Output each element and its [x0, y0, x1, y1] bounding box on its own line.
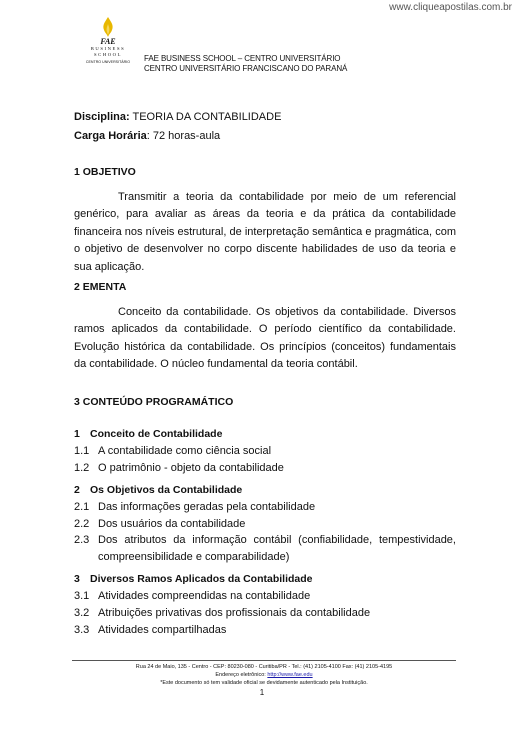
section-ementa-title: 2 EMENTA	[74, 281, 127, 293]
ementa-paragraph: Conceito da contabilidade. Os objetivos da contabilidade. Diversos ramos aplicados da contabilidade. O período científico da contabilidade. Evolução histórica da contabilidade. Os princípios (conceitos) fundamentais da contabilidade. O núcleo fundamental da teoria contábil.	[74, 306, 456, 371]
footer-address: Rua 24 de Maio, 135 - Centro - CEP: 80230-080 - Curitiba/PR - Tel.: (41) 2105-4100 Fax: (41) 2105-4195	[135, 664, 393, 670]
institution-header	[144, 54, 347, 74]
footer-email-link[interactable]: http://www.fae.edu	[267, 672, 313, 678]
logo-centro: CENTRO UNIVERSITÁRIO	[85, 60, 131, 64]
list-item: 1 Conceito de Contabilidade	[74, 428, 223, 440]
list-item: 2.3 Dos atributos da informação contábil (confiabilidade, tempestividade, compreensibilidade e comparabilidade)	[74, 534, 456, 563]
list-item: 3.1 Atividades compreendidas na contabilidade	[74, 590, 311, 602]
fae-logo	[80, 16, 136, 65]
discipline-row	[74, 108, 281, 127]
flame-icon	[96, 16, 120, 38]
logo-fae: FAE	[100, 37, 116, 46]
list-item: 1.1 A contabilidade como ciência social	[74, 445, 272, 457]
list-item: 3.2 Atribuições privativas dos profissionais da contabilidade	[74, 607, 371, 619]
institution-line-2: CENTRO UNIVERSITÁRIO FRANCISCANO DO PARANÁ	[144, 64, 348, 73]
list-item: 1.2 O patrimônio - objeto da contabilidade	[74, 462, 284, 474]
section-objetivo-title: 1 OBJETIVO	[74, 166, 136, 178]
footer-divider	[72, 660, 456, 661]
objetivo-paragraph: Transmitir a teoria da contabilidade por meio de um referencial genérico, para avaliar as áreas da teoria e da prática da contabilidade financeira nos níveis estrutural, de interpretação semântica e pragmática, com o objetivo de desenvolver no corpo discente habilidades de uso da teoria e sua aplicação.	[74, 191, 456, 273]
course-info	[74, 108, 281, 146]
logo-school: SCHOOL	[94, 52, 122, 57]
list-item: 3.3 Atividades compartilhadas	[74, 624, 227, 636]
section-ementa-text	[74, 304, 456, 374]
footer-email	[72, 671, 456, 679]
footer-email-label: Endereço eletrônico:	[215, 672, 268, 678]
logo-business: BUSINESS	[90, 46, 126, 51]
list-item: 3 Diversos Ramos Aplicados da Contabilidade	[74, 573, 313, 585]
hours-label: Carga Horária	[74, 130, 147, 142]
discipline-label: Disciplina:	[74, 111, 130, 123]
list-item: 2.1 Das informações geradas pela contabilidade	[74, 501, 316, 513]
institution-line-1: FAE BUSINESS SCHOOL – CENTRO UNIVERSITÁRIO	[144, 54, 341, 63]
hours-value: : 72 horas-aula	[146, 130, 221, 142]
hours-row	[74, 127, 281, 146]
section-conteudo-title: 3 CONTEÚDO PROGRAMÁTICO	[74, 396, 234, 408]
section-objetivo-text	[74, 189, 456, 276]
page-number: 1	[259, 688, 265, 697]
watermark-text: www.cliqueapostilas.com.br	[389, 2, 512, 13]
discipline-value: TEORIA DA CONTABILIDADE	[129, 111, 282, 123]
list-item: 2.2 Dos usuários da contabilidade	[74, 518, 246, 530]
footer-note: *Este documento só tem validade oficial se devidamente autenticado pela Instituição.	[160, 680, 368, 686]
list-item: 2 Os Objetivos da Contabilidade	[74, 484, 243, 496]
